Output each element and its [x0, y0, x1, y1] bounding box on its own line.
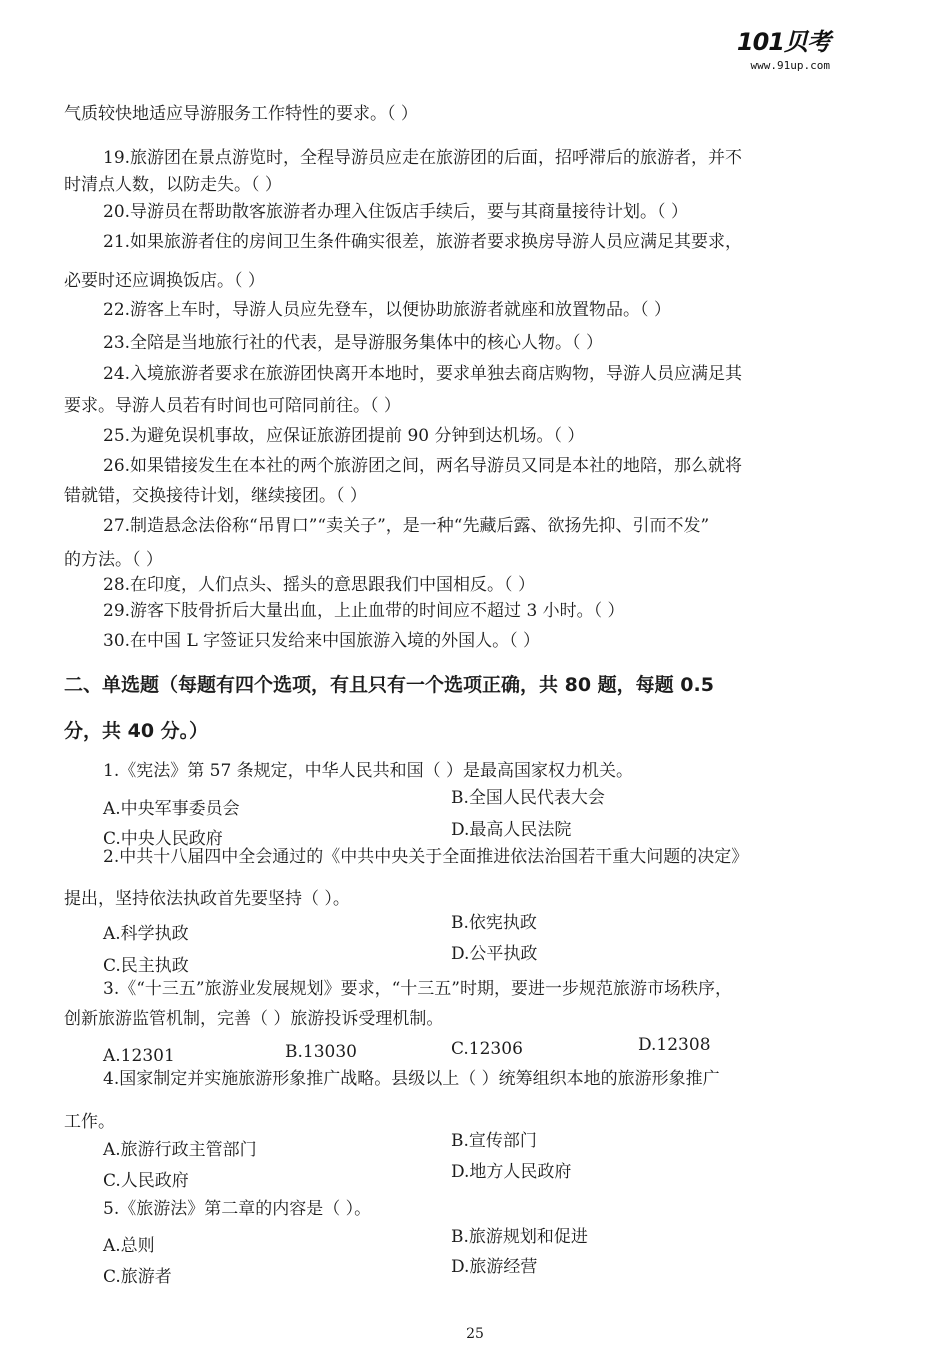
judgment-line: 29.游客下肢骨折后大量出血，上止血带的时间应不超过 3 小时。（ ） — [103, 601, 625, 621]
question-stem: 4.国家制定并实施旅游形象推广战略。县级以上（ ）统筹组织本地的旅游形象推广 — [103, 1069, 720, 1089]
question-stem: 2.中共十八届四中全会通过的《中共中央关于全面推进依法治国若干重大问题的决定》 — [103, 847, 749, 867]
option-a: A.科学执政 — [103, 924, 189, 944]
judgment-line: 20.导游员在帮助散客旅游者办理入住饭店手续后，要与其商量接待计划。（ ） — [103, 202, 688, 222]
judgment-line: 21.如果旅游者住的房间卫生条件确实很差，旅游者要求换房导游人员应满足其要求， — [103, 232, 743, 252]
logo-text: 101贝考 — [736, 28, 830, 56]
option-d: D.旅游经营 — [451, 1257, 538, 1277]
option-d: D.地方人民政府 — [451, 1162, 572, 1182]
judgment-line: 22.游客上车时，导游人员应先登车，以便协助旅游者就座和放置物品。（ ） — [103, 300, 671, 320]
option-b: B.宣传部门 — [451, 1131, 537, 1151]
question-stem: 5.《旅游法》第二章的内容是（ ）。 — [103, 1199, 372, 1219]
option-d: D.公平执政 — [451, 944, 538, 964]
judgment-line: 24.入境旅游者要求在旅游团快离开本地时，要求单独去商店购物，导游人员应满足其 — [103, 364, 743, 384]
option-b: B.13030 — [285, 1042, 357, 1062]
question-stem: 提出，坚持依法执政首先要坚持（ ）。 — [64, 889, 350, 909]
option-c: C.人民政府 — [103, 1171, 189, 1191]
option-d: D.最高人民法院 — [451, 820, 572, 840]
judgment-line: 23.全陪是当地旅行社的代表，是导游服务集体中的核心人物。（ ） — [103, 333, 603, 353]
judgment-line: 27.制造悬念法俗称“吊胃口”“卖关子”，是一种“先藏后露、欲扬先抑、引而不发” — [103, 516, 710, 536]
option-c: C.民主执政 — [103, 956, 189, 976]
judgment-line: 30.在中国 L 字签证只发给来中国旅游入境的外国人。（ ） — [103, 631, 541, 651]
judgment-line: 的方法。（ ） — [64, 550, 163, 570]
logo-url: www.91up.com — [750, 59, 830, 72]
question-stem: 1.《宪法》第 57 条规定，中华人民共和国（ ）是最高国家权力机关。 — [103, 761, 634, 781]
section-heading: 分，共 40 分。） — [64, 720, 209, 742]
question-stem: 创新旅游监管机制，完善（ ）旅游投诉受理机制。 — [64, 1009, 444, 1029]
option-c: C.旅游者 — [103, 1267, 172, 1287]
judgment-line: 气质较快地适应导游服务工作特性的要求。（ ） — [64, 104, 418, 124]
option-a: A.中央军事委员会 — [103, 799, 240, 819]
judgment-line: 28.在印度，人们点头、摇头的意思跟我们中国相反。（ ） — [103, 575, 535, 595]
option-c: C.12306 — [451, 1039, 523, 1059]
page-number: 25 — [466, 1326, 484, 1342]
question-stem: 工作。 — [64, 1112, 115, 1132]
option-b: B.全国人民代表大会 — [451, 788, 605, 808]
judgment-line: 必要时还应调换饭店。（ ） — [64, 271, 265, 291]
judgment-line: 要求。导游人员若有时间也可陪同前往。（ ） — [64, 396, 401, 416]
option-a: A.总则 — [103, 1236, 155, 1256]
option-d: D.12308 — [638, 1035, 711, 1055]
judgment-line: 26.如果错接发生在本社的两个旅游团之间，两名导游员又同是本社的地陪，那么就将 — [103, 456, 743, 476]
option-b: B.依宪执政 — [451, 913, 537, 933]
option-a: A.12301 — [103, 1046, 175, 1066]
section-heading: 二、单选题（每题有四个选项，有且只有一个选项正确，共 80 题，每题 0.5 — [64, 674, 714, 696]
judgment-line: 时清点人数，以防走失。（ ） — [64, 175, 282, 195]
judgment-line: 25.为避免误机事故，应保证旅游团提前 90 分钟到达机场。（ ） — [103, 426, 585, 446]
judgment-line: 19.旅游团在景点游览时，全程导游员应走在旅游团的后面，招呼滞后的旅游者，并不 — [103, 148, 743, 168]
option-a: A.旅游行政主管部门 — [103, 1140, 257, 1160]
question-stem: 3.《“十三五”旅游业发展规划》要求，“十三五”时期，要进一步规范旅游市场秩序， — [103, 979, 732, 999]
option-b: B.旅游规划和促进 — [451, 1227, 588, 1247]
option-c: C.中央人民政府 — [103, 829, 223, 849]
brand-logo — [737, 22, 830, 72]
judgment-line: 错就错，交换接待计划，继续接团。（ ） — [64, 486, 367, 506]
